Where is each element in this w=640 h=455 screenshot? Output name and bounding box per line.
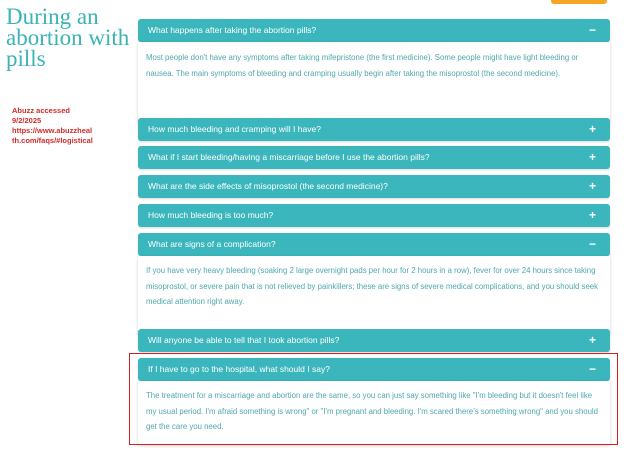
collapse-icon[interactable]: − [588, 237, 596, 251]
source-annotation-line: https://www.abuzzheal [12, 126, 93, 135]
source-annotation-line: th.com/faqs/#logistical [12, 136, 93, 145]
faq-question-label: What if I start bleeding/having a miscarriage before I use the abortion pills? [148, 152, 430, 162]
faq-answer-text: The treatment for a miscarriage and abortion are the same, so you can just say something like "I'm bleeding but it doesn't feel like my usual period. I'm afraid something is wrong" or "I'm pregnant and bleeding. I'm scared there's something wrong" and you should get the care you need. [146, 391, 598, 431]
faq-question-toggle[interactable] [138, 146, 610, 169]
page-title-line: During an [6, 4, 99, 29]
page-title-line: pills [6, 46, 46, 71]
faq-question-toggle[interactable] [138, 175, 610, 198]
faq-question-toggle[interactable] [138, 19, 610, 42]
faq-question-label: Will anyone be able to tell that I took abortion pills? [148, 335, 340, 345]
faq-question-label: What happens after taking the abortion pills? [148, 25, 317, 35]
expand-icon[interactable]: + [588, 333, 596, 347]
highlight-box [129, 353, 618, 445]
faq-question-label: How much bleeding and cramping will I have? [148, 124, 321, 134]
source-annotation-line: Abuzz accessed [12, 106, 70, 115]
faq-question-toggle[interactable] [138, 329, 610, 352]
faq-question-label: If I have to go to the hospital, what should I say? [148, 364, 330, 374]
collapse-icon[interactable]: − [588, 362, 596, 376]
expand-icon[interactable]: + [588, 122, 596, 136]
faq-answer-panel [138, 42, 610, 124]
top-nav-button-edge[interactable] [551, 0, 607, 4]
faq-answer-text: If you have very heavy bleeding (soaking 2 large overnight pads per hour for 2 hours in a row), fever for over 24 hours since taking misoprostol, or severe pain that is not relieved by painkillers; these are signs of severe medical complications, and you should seek medical attention right away. [146, 266, 599, 306]
source-annotation [12, 106, 124, 146]
page-title [6, 6, 136, 69]
faq-question-label: What are signs of a complication? [148, 239, 276, 249]
faq-answer-panel [138, 256, 610, 336]
faq-question-toggle[interactable] [138, 118, 610, 141]
source-annotation-line: 9/2/2025 [12, 116, 42, 125]
faq-question-label: What are the side effects of misoprostol (the second medicine)? [148, 181, 388, 191]
faq-answer-text: Most people don't have any symptoms after taking mifepristone (the first medicine). Some people might have light bleeding or nausea. The main symptoms of bleeding and cramping usually begin after taking the misoprostol (the second medicine). [146, 53, 579, 78]
expand-icon[interactable]: + [588, 208, 596, 222]
collapse-icon[interactable]: − [588, 23, 596, 37]
page-title-line: abortion with [6, 25, 130, 50]
expand-icon[interactable]: + [588, 179, 596, 193]
faq-question-toggle[interactable] [138, 204, 610, 227]
faq-question-toggle[interactable] [138, 233, 610, 256]
expand-icon[interactable]: + [588, 150, 596, 164]
faq-question-label: How much bleeding is too much? [148, 210, 274, 220]
